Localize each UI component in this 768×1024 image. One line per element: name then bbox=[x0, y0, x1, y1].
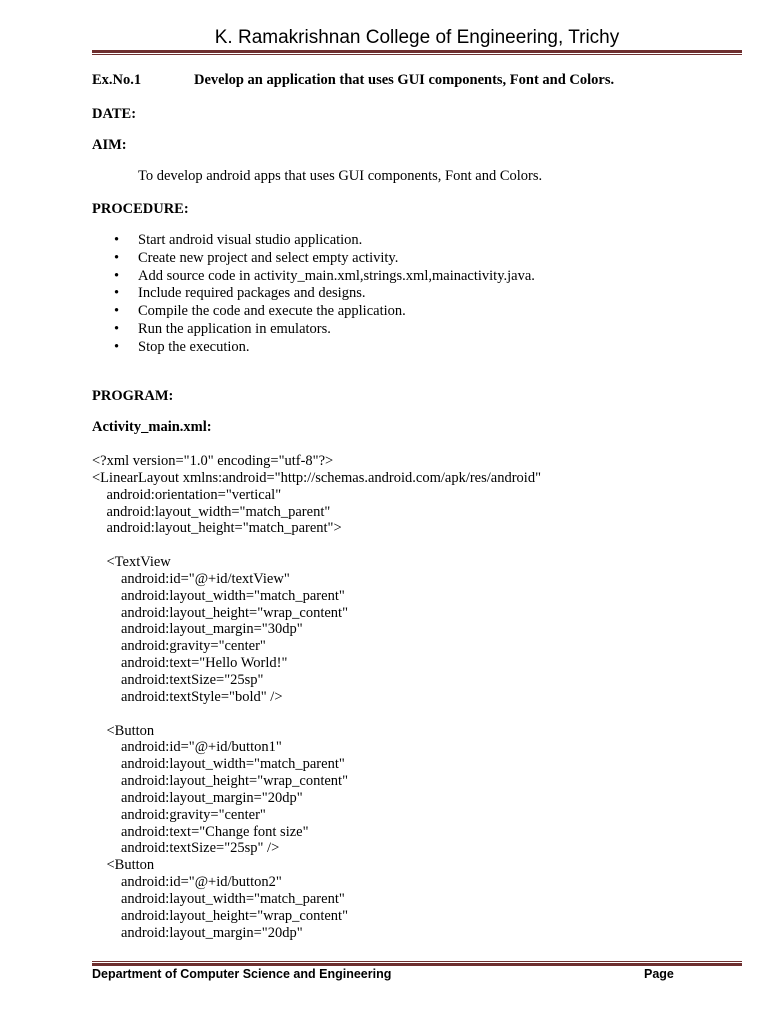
procedure-steps-list bbox=[114, 232, 535, 357]
code-line: android:gravity="center" bbox=[92, 638, 266, 655]
code-line: android:layout_width="match_parent" bbox=[92, 890, 345, 907]
procedure-step-text: Create new project and select empty activity. bbox=[138, 249, 399, 266]
code-line: android:layout_width="match_parent" bbox=[92, 756, 345, 773]
code-line: <LinearLayout xmlns:android="http://schemas.android.com/apk/res/android" bbox=[92, 469, 541, 486]
aim-label: AIM: bbox=[92, 137, 127, 153]
bullet-icon: • bbox=[114, 249, 120, 266]
code-line bbox=[92, 706, 541, 723]
code-line: android:orientation="vertical" bbox=[92, 486, 282, 503]
footer-page-label: Page bbox=[644, 967, 674, 981]
procedure-step bbox=[114, 339, 535, 357]
header-rule-thick bbox=[92, 50, 742, 53]
code-line: android:textStyle="bold" /> bbox=[92, 688, 283, 705]
code-line: android:text="Hello World!" bbox=[92, 655, 288, 672]
code-line: android:textSize="25sp" /> bbox=[92, 840, 280, 857]
code-line: <?xml version="1.0" encoding="utf-8"?> bbox=[92, 453, 334, 469]
procedure-step bbox=[114, 321, 535, 339]
code-line: android:id="@+id/button2" bbox=[92, 874, 282, 891]
code-line: <TextView bbox=[92, 554, 171, 571]
code-line: android:gravity="center" bbox=[92, 806, 266, 823]
bullet-icon: • bbox=[114, 320, 120, 337]
procedure-step bbox=[114, 285, 535, 303]
exercise-number: Ex.No.1 bbox=[92, 72, 142, 88]
bullet-icon: • bbox=[114, 267, 120, 284]
procedure-step bbox=[114, 250, 535, 268]
code-line: android:layout_height="wrap_content" bbox=[92, 773, 348, 790]
code-line: android:layout_margin="30dp" bbox=[92, 621, 303, 638]
code-line: android:id="@+id/button1" bbox=[92, 739, 282, 756]
procedure-step-text: Run the application in emulators. bbox=[138, 320, 331, 337]
bullet-icon: • bbox=[114, 232, 120, 248]
program-file-label: Activity_main.xml: bbox=[92, 419, 212, 435]
code-line: android:text="Change font size" bbox=[92, 823, 309, 840]
code-line: <Button bbox=[92, 722, 155, 739]
code-line: android:layout_height="wrap_content" bbox=[92, 907, 348, 924]
procedure-step bbox=[114, 303, 535, 321]
code-line: android:layout_height="match_parent"> bbox=[92, 520, 342, 537]
code-line: android:layout_width="match_parent" bbox=[92, 587, 345, 604]
header-rule-thin bbox=[92, 54, 742, 55]
procedure-step-text: Include required packages and designs. bbox=[138, 285, 366, 302]
bullet-icon: • bbox=[114, 303, 120, 320]
code-listing bbox=[92, 453, 541, 941]
procedure-step-text: Add source code in activity_main.xml,strings.xml,mainactivity.java. bbox=[138, 267, 535, 284]
aim-text: To develop android apps that uses GUI components, Font and Colors. bbox=[138, 168, 543, 184]
program-label: PROGRAM: bbox=[92, 388, 174, 404]
code-line: <Button bbox=[92, 857, 155, 874]
footer-department: Department of Computer Science and Engineering bbox=[92, 967, 392, 981]
code-line: android:textSize="25sp" bbox=[92, 671, 264, 688]
code-line: android:layout_margin="20dp" bbox=[92, 924, 303, 941]
code-line bbox=[92, 537, 541, 554]
code-line: android:layout_height="wrap_content" bbox=[92, 604, 348, 621]
date-label: DATE: bbox=[92, 106, 137, 122]
procedure-step-text: Compile the code and execute the application. bbox=[138, 303, 406, 320]
procedure-step bbox=[114, 232, 535, 250]
procedure-label: PROCEDURE: bbox=[92, 201, 189, 217]
code-line: android:layout_width="match_parent" bbox=[92, 503, 331, 520]
page-header-college: K. Ramakrishnan College of Engineering, Trichy bbox=[214, 27, 620, 48]
procedure-step-text: Stop the execution. bbox=[138, 338, 250, 355]
procedure-step-text: Start android visual studio application. bbox=[138, 232, 363, 248]
exercise-title: Develop an application that uses GUI components, Font and Colors. bbox=[194, 72, 615, 88]
footer-rule-thin bbox=[92, 961, 742, 962]
procedure-step bbox=[114, 268, 535, 286]
bullet-icon: • bbox=[114, 285, 120, 302]
code-line: android:layout_margin="20dp" bbox=[92, 789, 303, 806]
code-line: android:id="@+id/textView" bbox=[92, 570, 290, 587]
bullet-icon: • bbox=[114, 338, 120, 355]
